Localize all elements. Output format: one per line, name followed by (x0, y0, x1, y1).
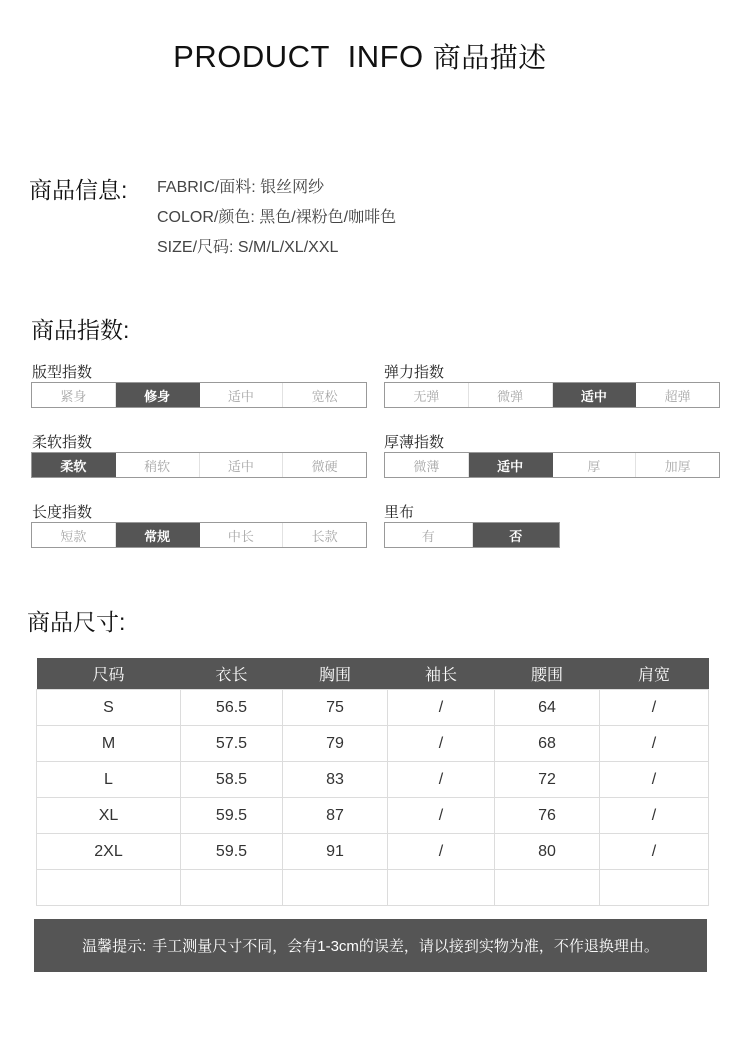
scale-option: 短款 (32, 523, 116, 547)
page-title (0, 36, 720, 76)
scale-option-selected: 适中 (469, 453, 553, 477)
table-cell: / (600, 726, 709, 762)
thickness-index-label: 厚薄指数 (384, 434, 445, 451)
product-info-lines (157, 173, 396, 263)
table-row (37, 726, 709, 762)
length-index-label: 长度指数 (32, 504, 93, 521)
table-cell: / (388, 834, 495, 870)
table-cell: 58.5 (181, 762, 283, 798)
scale-option: 适中 (200, 383, 284, 407)
notice-label: 温馨提示: (82, 938, 147, 955)
size-chart-heading: 商品尺寸: (27, 609, 126, 635)
table-cell: 75 (283, 690, 388, 726)
table-cell (600, 870, 709, 906)
stretch-index-scale (384, 382, 720, 408)
scale-option-selected: 适中 (553, 383, 637, 407)
scale-option-selected: 柔软 (32, 453, 116, 477)
table-cell: 91 (283, 834, 388, 870)
color-line: COLOR/颜色: 黑色/裸粉色/咖啡色 (157, 209, 397, 226)
table-row (37, 690, 709, 726)
table-cell: / (388, 726, 495, 762)
table-cell: 68 (495, 726, 600, 762)
notice-banner (34, 919, 707, 972)
page-title-en: PRODUCT INFO (173, 39, 424, 74)
table-cell (37, 870, 181, 906)
table-cell: 2XL (37, 834, 181, 870)
table-cell: 57.5 (181, 726, 283, 762)
notice-text: 手工测量尺寸不同，会有1-3cm的误差，请以接到实物为准，不作退换理由。 (152, 938, 659, 955)
table-cell: / (600, 762, 709, 798)
table-cell: S (37, 690, 181, 726)
softness-index-label: 柔软指数 (32, 434, 93, 451)
length-index-scale (31, 522, 367, 548)
fabric-line: FABRIC/面料: 银丝网纱 (157, 179, 325, 196)
scale-option: 适中 (200, 453, 284, 477)
scale-option-selected: 否 (473, 523, 560, 547)
scale-option: 微薄 (385, 453, 469, 477)
header-length: 衣长 (181, 658, 283, 690)
size-table-header (37, 658, 709, 690)
size-line: SIZE/尺码: S/M/L/XL/XXL (157, 239, 339, 256)
table-cell: 72 (495, 762, 600, 798)
scale-option: 中长 (200, 523, 284, 547)
table-cell (495, 870, 600, 906)
scale-option: 有 (385, 523, 473, 547)
indices-heading: 商品指数: (31, 317, 130, 343)
table-cell: / (388, 690, 495, 726)
header-waist: 腰围 (495, 658, 600, 690)
header-sleeve: 袖长 (388, 658, 495, 690)
table-cell: 64 (495, 690, 600, 726)
header-shoulder: 肩宽 (600, 658, 709, 690)
scale-option: 稍软 (116, 453, 200, 477)
table-cell: 59.5 (181, 798, 283, 834)
lining-label: 里布 (384, 504, 415, 521)
table-cell (283, 870, 388, 906)
lining-scale (384, 522, 560, 548)
scale-option: 微弹 (469, 383, 553, 407)
table-row (37, 762, 709, 798)
scale-option: 厚 (553, 453, 637, 477)
table-cell: 80 (495, 834, 600, 870)
table-cell: 87 (283, 798, 388, 834)
scale-option-selected: 常规 (116, 523, 200, 547)
scale-option: 加厚 (664, 458, 691, 474)
thickness-index-scale (384, 452, 720, 478)
fit-index-label: 版型指数 (32, 364, 93, 381)
size-table (36, 658, 709, 906)
table-cell: / (388, 762, 495, 798)
header-bust: 胸围 (283, 658, 388, 690)
table-cell: 76 (495, 798, 600, 834)
table-cell (388, 870, 495, 906)
table-cell: / (600, 834, 709, 870)
scale-option: 长款 (311, 528, 338, 544)
softness-index-scale (31, 452, 367, 478)
scale-option: 微硬 (311, 458, 338, 474)
scale-option: 宽松 (311, 388, 338, 404)
size-table-body (37, 690, 709, 906)
table-row (37, 834, 709, 870)
table-row (37, 798, 709, 834)
table-cell: 59.5 (181, 834, 283, 870)
table-cell: / (600, 798, 709, 834)
product-info-heading: 商品信息: (29, 177, 128, 203)
table-cell: 79 (283, 726, 388, 762)
table-cell: / (600, 690, 709, 726)
scale-option: 超弹 (664, 388, 691, 404)
table-cell: / (388, 798, 495, 834)
table-cell: XL (37, 798, 181, 834)
table-cell (181, 870, 283, 906)
table-cell: 56.5 (181, 690, 283, 726)
table-cell: M (37, 726, 181, 762)
header-size: 尺码 (37, 658, 181, 690)
table-row (37, 870, 709, 906)
table-cell: 83 (283, 762, 388, 798)
table-cell: L (37, 762, 181, 798)
scale-option-selected: 修身 (116, 383, 200, 407)
scale-option: 无弹 (385, 383, 469, 407)
stretch-index-label: 弹力指数 (384, 364, 445, 381)
scale-option: 紧身 (32, 383, 116, 407)
page-title-cn: 商品描述 (432, 42, 547, 73)
fit-index-scale (31, 382, 367, 408)
